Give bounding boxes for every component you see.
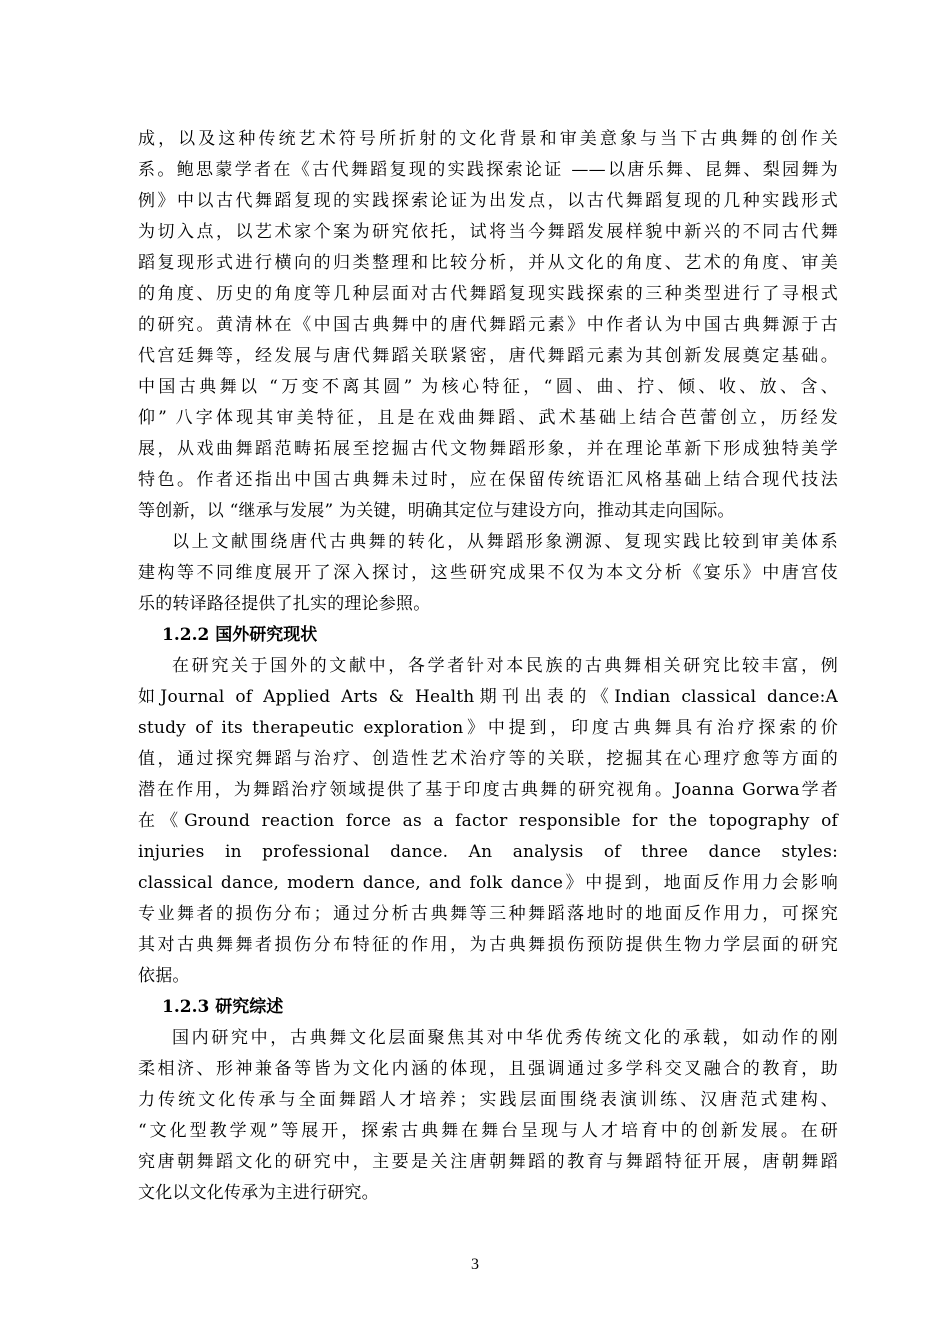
text-line: 力传统文化传承与全面舞蹈人才培养；实践层面围绕表演训练、汉唐范式建构、 — [138, 1090, 838, 1110]
section-heading-research-review: 1.2.3 研究综述 — [162, 997, 284, 1017]
text-line: 展，从戏曲舞蹈范畴拓展至挖掘古代文物舞蹈形象，并在理论革新下形成独特美学 — [138, 439, 838, 459]
text-line: injuries in professional dance. An analysis of three dance styles: — [138, 842, 838, 862]
paragraph-literature-summary — [138, 527, 838, 620]
text-line: 系。鲍思蒙学者在《古代舞蹈复现的实践探索论证 ——以唐乐舞、昆舞、梨园舞为 — [138, 160, 838, 180]
page-body — [138, 124, 838, 1209]
text-line: 中国古典舞以 “万变不离其圆” 为核心特征，“圆、曲、拧、倾、收、放、含、 — [138, 377, 838, 397]
text-line: 的研究。黄清林在《中国古典舞中的唐代舞蹈元素》中作者认为中国古典舞源于古 — [138, 315, 838, 335]
text-line: 柔相济、形神兼备等皆为文化内涵的体现，且强调通过多学科交叉融合的教育，助 — [138, 1059, 838, 1079]
text-line: 等创新，以 “继承与发展” 为关键，明确其定位与建设方向，推动其走向国际。 — [138, 501, 735, 521]
text-line: 成，以及这种传统艺术符号所折射的文化背景和审美意象与当下古典舞的创作关 — [138, 129, 838, 149]
text-line: 专业舞者的损伤分布；通过分析古典舞等三种舞蹈落地时的地面反作用力，可探究 — [138, 904, 838, 924]
text-line: 的角度、历史的角度等几种层面对古代舞蹈复现实践探索的三种类型进行了寻根式 — [138, 284, 838, 304]
section-heading-foreign-research: 1.2.2 国外研究现状 — [162, 625, 318, 645]
text-line: 究唐朝舞蹈文化的研究中，主要是关注唐朝舞蹈的教育与舞蹈特征开展，唐朝舞蹈 — [138, 1152, 838, 1172]
paragraph-domestic-literature — [138, 124, 838, 527]
text-line: 仰” 八字体现其审美特征，且是在戏曲舞蹈、武术基础上结合芭蕾创立，历经发 — [138, 408, 838, 428]
text-line: 代宫廷舞等，经发展与唐代舞蹈关联紧密，唐代舞蹈元素为其创新发展奠定基础。 — [138, 346, 838, 366]
text-line: 以上文献围绕唐代古典舞的转化，从舞蹈形象溯源、复现实践比较到审美体系 — [172, 532, 838, 552]
text-line: 为切入点，以艺术家个案为研究依托，试将当今舞蹈发展样貌中新兴的不同古代舞 — [138, 222, 838, 242]
text-line: 例》中以古代舞蹈复现的实践探索论证为出发点，以古代舞蹈复现的几种实践形式 — [138, 191, 838, 211]
paragraph-foreign-literature — [138, 651, 838, 992]
text-line: 潜在作用，为舞蹈治疗领域提供了基于印度古典舞的研究视角。Joanna Gorwa学者 — [138, 780, 838, 800]
text-line: 特色。作者还指出中国古典舞未过时，应在保留传统语汇风格基础上结合现代技法 — [138, 470, 838, 490]
text-line: 蹈复现形式进行横向的归类整理和比较分析，并从文化的角度、艺术的角度、审美 — [138, 253, 838, 273]
text-line: 在《Ground reaction force as a factor responsible for the topography of — [138, 811, 838, 831]
text-line: 建构等不同维度展开了深入探讨，这些研究成果不仅为本文分析《宴乐》中唐宫伎 — [138, 563, 838, 583]
text-line: 在研究关于国外的文献中，各学者针对本民族的古典舞相关研究比较丰富，例 — [172, 656, 838, 676]
text-line: 依据。 — [138, 966, 190, 986]
text-line: “文化型教学观”等展开，探索古典舞在舞台呈现与人才培育中的创新发展。在研 — [138, 1121, 838, 1141]
text-line: 其对古典舞舞者损伤分布特征的作用，为古典舞损伤预防提供生物力学层面的研究 — [138, 935, 838, 955]
text-line: 乐的转译路径提供了扎实的理论参照。 — [138, 594, 431, 614]
page-number: 3 — [471, 1256, 479, 1273]
text-line: 值，通过探究舞蹈与治疗、创造性艺术治疗等的关联，挖掘其在心理疗愈等方面的 — [138, 749, 838, 769]
text-line: 如Journal of Applied Arts & Health期刊出表的《Indian classical dance:A — [138, 687, 838, 707]
text-line: 文化以文化传承为主进行研究。 — [138, 1183, 379, 1203]
text-line: study of its therapeutic exploration》中提到，印度古典舞具有治疗探索的价 — [138, 718, 838, 738]
paragraph-research-review — [138, 1023, 838, 1209]
text-line: 国内研究中，古典舞文化层面聚焦其对中华优秀传统文化的承载，如动作的刚 — [172, 1028, 838, 1048]
text-line: classical dance, modern dance, and folk dance》中提到，地面反作用力会影响 — [138, 873, 838, 893]
